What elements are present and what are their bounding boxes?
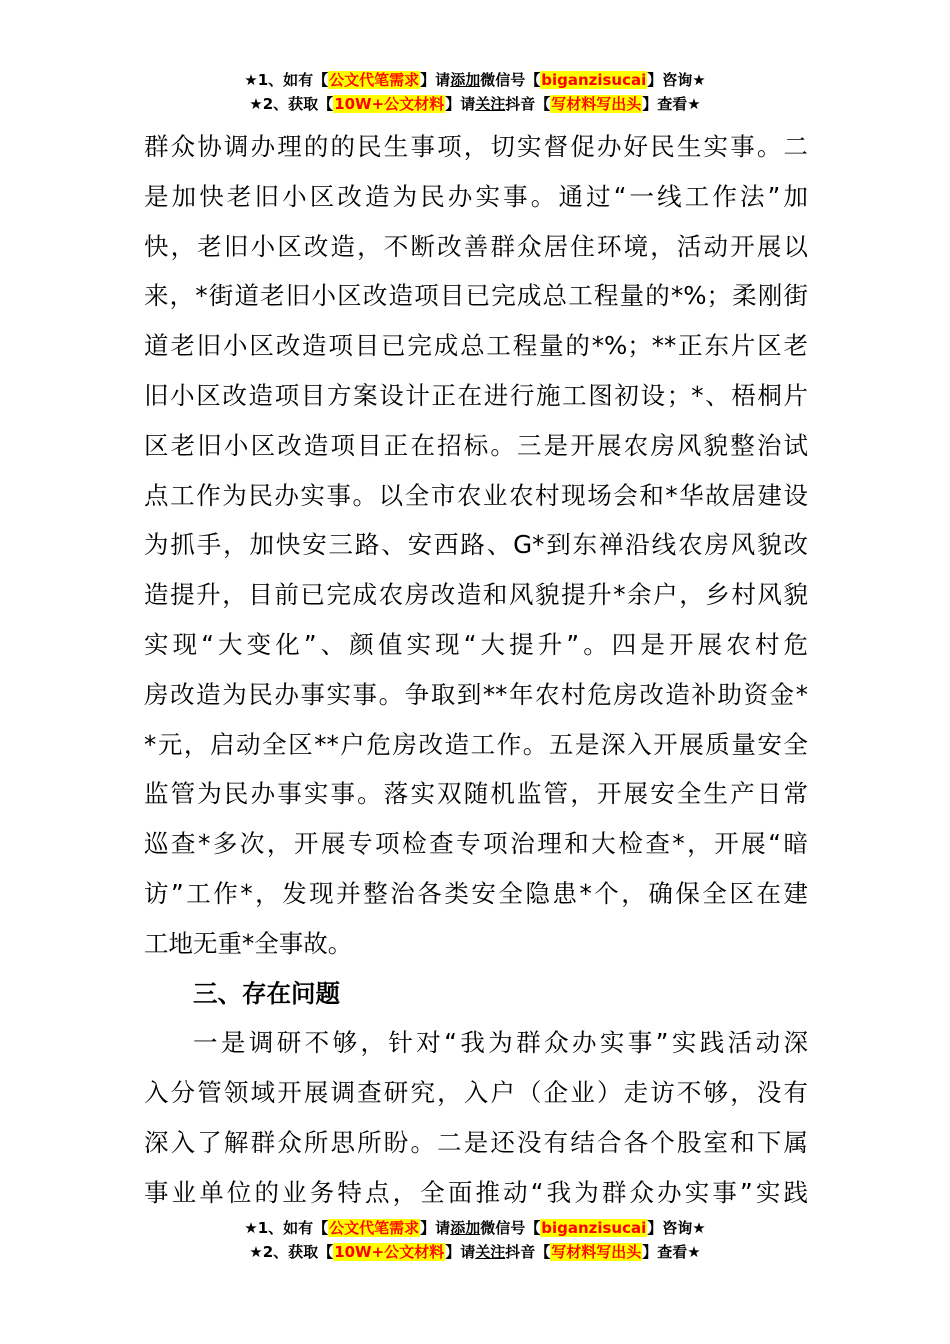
body-line: 入分管领域开展调查研究，入户（企业）走访不够，没有 xyxy=(144,1078,808,1108)
body-line: *元，启动全区**户危房改造工作。五是深入开展质量安全 xyxy=(144,729,808,759)
banner-text: 2、获取【 xyxy=(262,95,334,113)
body-line: 群众协调办理的的民生事项，切实督促办好民生实事。二 xyxy=(144,132,808,161)
underlined-follow: 关注 xyxy=(475,1243,506,1261)
banner-text: 微信号【 xyxy=(480,71,541,89)
body-line: 监管为民办事实事。落实双随机监管，开展安全生产日常 xyxy=(144,779,808,809)
header-banner xyxy=(0,68,950,116)
highlight-wechat-id: biganzisucai xyxy=(541,71,647,89)
banner-text: 2、获取【 xyxy=(262,1243,334,1261)
banner-text: 】查看★ xyxy=(642,1243,701,1261)
highlight-materials: 10W+公文材料 xyxy=(334,95,445,113)
banner-text: 】请 xyxy=(445,1243,476,1261)
star-icon: ★ xyxy=(249,95,263,113)
banner-line-1 xyxy=(0,68,950,92)
body-line: 房改造为民办事实事。争取到**年农村危房改造补助资金* xyxy=(144,679,808,709)
body-line: 访”工作*，发现并整治各类安全隐患*个，确保全区在建 xyxy=(144,878,808,908)
body-line: 实现“大变化”、颜值实现“大提升”。四是开展农村危 xyxy=(144,629,808,659)
body-line: 事业单位的业务特点，全面推动“我为群众办实事”实践 xyxy=(144,1177,808,1207)
body-line: 为抓手，加快安三路、安西路、G*到东禅沿线农房风貌改 xyxy=(144,530,808,560)
underlined-add: 添加 xyxy=(450,1219,481,1237)
body-line: 工地无重*全事故。 xyxy=(144,928,353,958)
highlight-wechat-id: biganzisucai xyxy=(541,1219,647,1237)
banner-text: 】咨询★ xyxy=(647,1219,706,1237)
body-line: 点工作为民办实事。以全市农业农村现场会和*华故居建设 xyxy=(144,480,808,510)
banner-text: 】查看★ xyxy=(642,95,701,113)
highlight-service: 公文代笔需求 xyxy=(329,1219,420,1237)
highlight-materials: 10W+公文材料 xyxy=(334,1243,445,1261)
body-line: 区老旧小区改造项目正在招标。三是开展农房风貌整治试 xyxy=(144,430,808,460)
star-icon: ★ xyxy=(249,1243,263,1261)
banner-line-2 xyxy=(0,1240,950,1264)
body-line: 一是调研不够，针对“我为群众办实事”实践活动深 xyxy=(193,1028,808,1058)
banner-text: 】请 xyxy=(445,95,476,113)
underlined-add: 添加 xyxy=(450,71,481,89)
star-icon: ★ xyxy=(244,71,258,89)
body-line: 是加快老旧小区改造为民办实事。通过“一线工作法”加 xyxy=(144,181,808,211)
body-line: 深入了解群众所思所盼。二是还没有结合各个股室和下属 xyxy=(144,1127,808,1157)
banner-text: 1、如有【 xyxy=(257,71,329,89)
banner-line-2 xyxy=(0,92,950,116)
banner-text: 1、如有【 xyxy=(257,1219,329,1237)
banner-text: 抖音【 xyxy=(505,1243,551,1261)
footer-banner xyxy=(0,1216,950,1264)
highlight-douyin-account: 写材料写出头 xyxy=(551,1243,642,1261)
highlight-service: 公文代笔需求 xyxy=(329,71,420,89)
body-line: 道老旧小区改造项目已完成总工程量的*%；**正东片区老 xyxy=(144,331,808,361)
banner-text: 微信号【 xyxy=(480,1219,541,1237)
body-line: 巡查*多次，开展专项检查专项治理和大检查*，开展“暗 xyxy=(144,829,808,859)
body-line: 快，老旧小区改造，不断改善群众居住环境，活动开展以 xyxy=(144,231,808,261)
document-body xyxy=(144,122,808,1218)
banner-text: 】请 xyxy=(420,71,451,89)
banner-text: 抖音【 xyxy=(505,95,551,113)
highlight-douyin-account: 写材料写出头 xyxy=(551,95,642,113)
section-heading: 三、存在问题 xyxy=(193,978,340,1008)
banner-text: 】请 xyxy=(420,1219,451,1237)
body-line: 来，*街道老旧小区改造项目已完成总工程量的*%；柔刚街 xyxy=(144,281,808,311)
body-line: 旧小区改造项目方案设计正在进行施工图初设；*、梧桐片 xyxy=(144,380,808,410)
underlined-follow: 关注 xyxy=(475,95,506,113)
banner-line-1 xyxy=(0,1216,950,1240)
star-icon: ★ xyxy=(244,1219,258,1237)
body-line: 造提升，目前已完成农房改造和风貌提升*余户，乡村风貌 xyxy=(144,580,808,610)
banner-text: 】咨询★ xyxy=(647,71,706,89)
